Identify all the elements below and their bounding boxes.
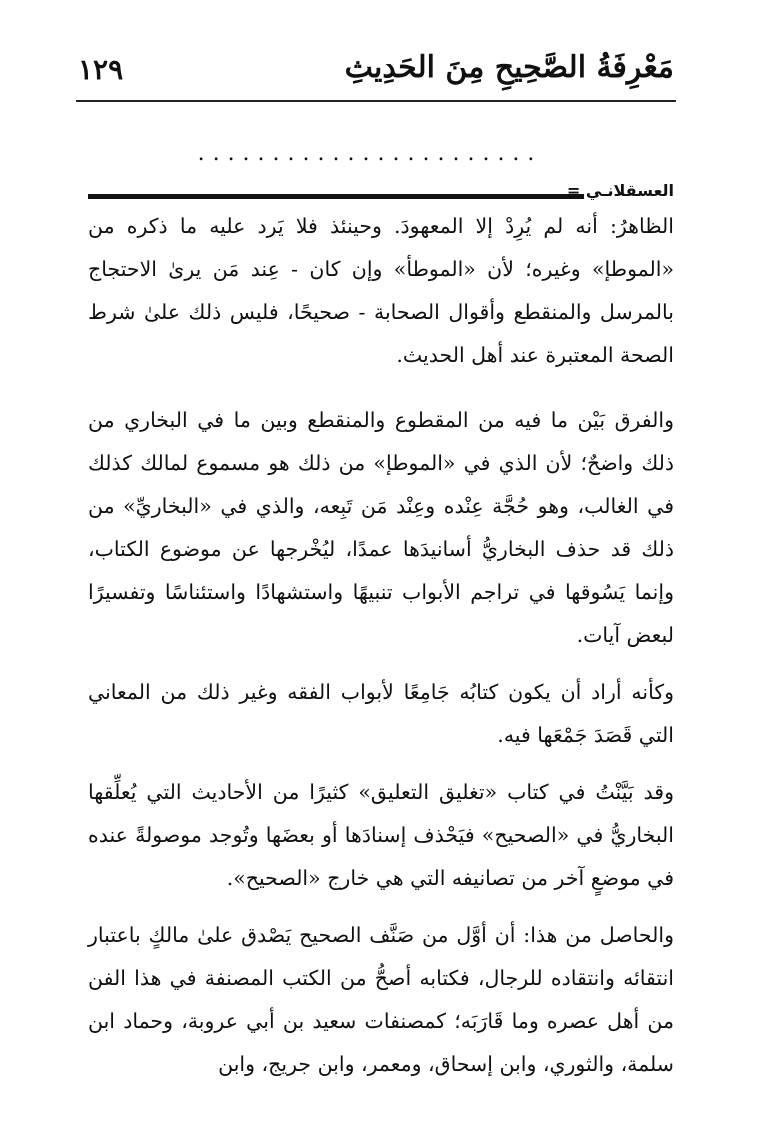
footnote-rule — [88, 194, 584, 199]
commentator-label: العسقلانـي = — [566, 181, 674, 200]
paragraph-5: والحاصل من هذا: أن أوَّل من صَنَّف الصحيح يَصْدق علىٰ مالكٍ باعتبار انتقائه وانتقاده للرجال، فكتابه أصحُّ من الكتب المصنفة في هذا الفن من أهل عصره وما قَارَبَه؛ كمصنفات سعيد بن أبي عروبة، وحماد ابن سلمة، والثوري، وابن إسحاق، ومعمر، وابن جريج، وابن — [88, 923, 674, 1076]
running-title: مَعْرِفَةُ الصَّحِيحِ مِنَ الحَدِيثِ — [344, 50, 674, 85]
paragraph-2: والفرق بَيْن ما فيه من المقطوع والمنقطع وبين ما في البخاري من ذلك واضحٌ؛ لأن الذي في «الموطإ» من ذلك هو مسموع لمالك كذلك في الغالب، وهو حُجَّة عِنْده وعِنْد مَن تَبِعه، والذي في «البخاريِّ» من ذلك قد حذف البخاريُّ أسانيدَها عمدًا، ليُخْرجها عن موضوع الكتاب، وإنما يَسُوقها في تراجم الأبواب تنبيهًا واستشهادًا واستئناسًا وتفسيرًا لبعض آيات. — [88, 408, 674, 647]
header-rule — [76, 100, 676, 102]
page-number: ١٢٩ — [78, 53, 124, 86]
ellipsis-dots: ....................... — [197, 141, 543, 166]
paragraph-4: وقد بَيَّنْتُ في كتاب «تغليق التعليق» كثيرًا من الأحاديث التي يُعلِّقها البخاريُّ في «الصحيح» فيَحْذف إسنادَها أو بعضَها وتُوجد موصولةً عنده في موضعٍ آخر من تصانيفه التي هي خارج «الصحيح». — [88, 780, 674, 890]
paragraph-3: وكأنه أراد أن يكون كتابُه جَامِعًا لأبواب الفقه وغير ذلك من المعاني التي قَصَدَ جَمْعَها فيه. — [88, 680, 674, 747]
paragraph-1: الظاهرُ: أنه لم يُرِدْ إلا المعهودَ. وحينئذ فلا يَرد عليه ما ذكره من «الموطإ» وغيره؛ لأن «الموطأ» وإن كان - عِند مَن يرىٰ الاحتجاج بالمرسل والمنقطع وأقوال الصحابة - صحيحًا، فليس ذلك علىٰ شرط الصحة المعتبرة عند أهل الحديث. — [88, 214, 674, 367]
body-text — [88, 205, 674, 1086]
